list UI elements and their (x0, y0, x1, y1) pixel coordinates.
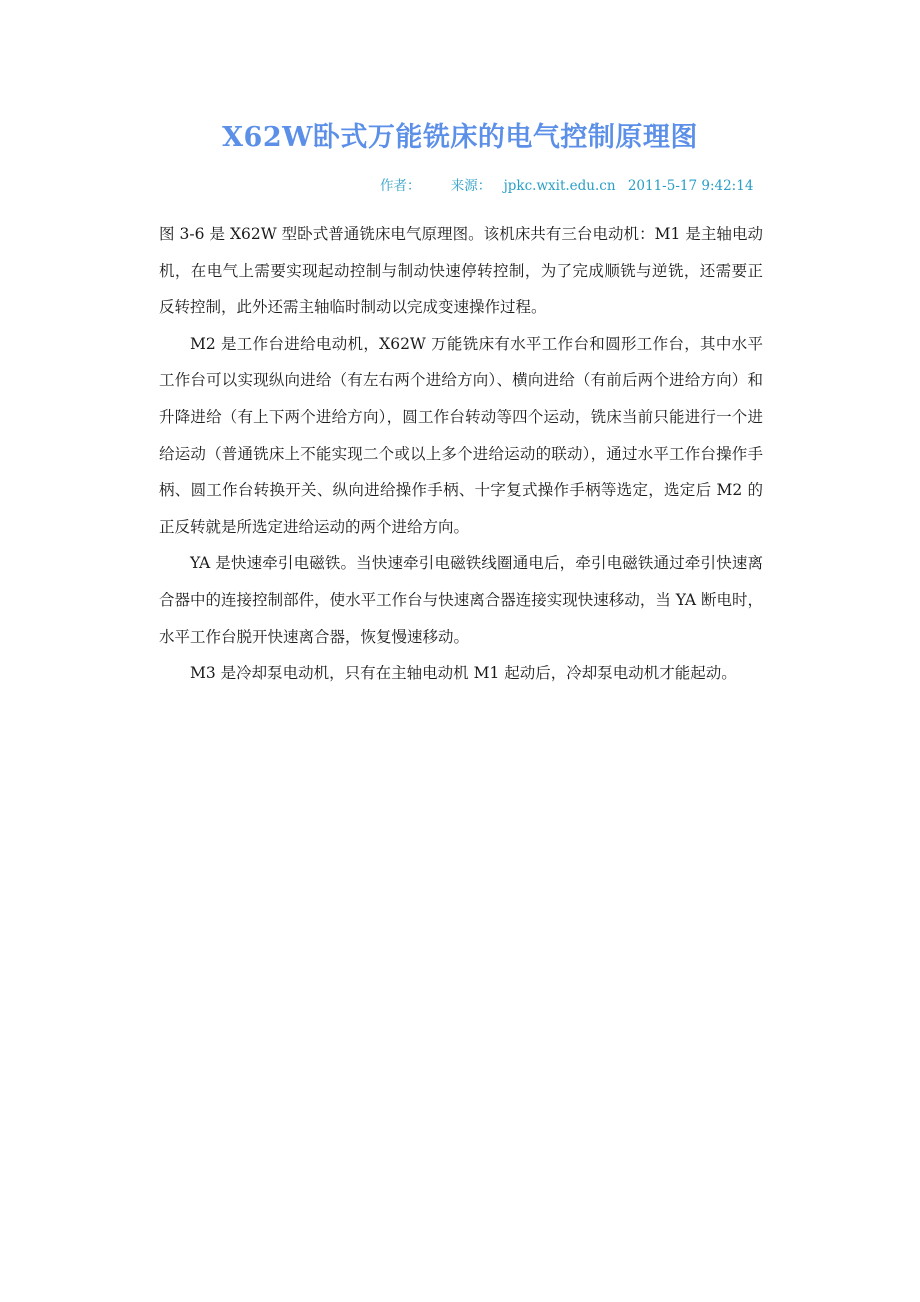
publish-timestamp: 2011-5-17 9:42:14 (627, 178, 754, 194)
source-label: 来源： (450, 178, 492, 194)
paragraph-1: 图 3-6 是 X62W 型卧式普通铣床电气原理图。该机床共有三台电动机：M1 是主轴电动机，在电气上需要实现起动控制与制动快速停转控制，为了完成顺铣与逆铣，还需要正反转控制，此外还需主轴临时制动以完成变速操作过程。 (159, 225, 763, 317)
document-title: X62W卧式万能铣床的电气控制原理图 (222, 122, 698, 153)
source-site: jpkc.wxit.edu.cn (503, 178, 616, 194)
article-meta (380, 176, 753, 196)
article-body (159, 216, 763, 692)
paragraph-4: M3 是冷却泵电动机，只有在主轴电动机 M1 起动后，冷却泵电动机才能起动。 (190, 664, 737, 683)
author-label: 作者： (380, 178, 421, 194)
paragraph-2: M2 是工作台进给电动机，X62W 万能铣床有水平工作台和圆形工作台，其中水平工作台可以实现纵向进给（有左右两个进给方向）、横向进给（有前后两个进给方向）和升降进给（有上下两个进给方向），圆工作台转动等四个运动，铣床当前只能进行一个进给运动（普通铣床上不能实现二个或以上多个进给运动的联动），通过水平工作台操作手柄、圆工作台转换开关、纵向进给操作手柄、十字复式操作手柄等选定，选定后 M2 的正反转就是所选定进给运动的两个进给方向。 (159, 334, 763, 536)
paragraph-3: YA 是快速牵引电磁铁。当快速牵引电磁铁线圈通电后，牵引电磁铁通过牵引快速离合器中的连接控制部件，使水平工作台与快速离合器连接实现快速移动，当 YA 断电时，水平工作台脱开快速离合器，恢复慢速移动。 (159, 554, 763, 646)
